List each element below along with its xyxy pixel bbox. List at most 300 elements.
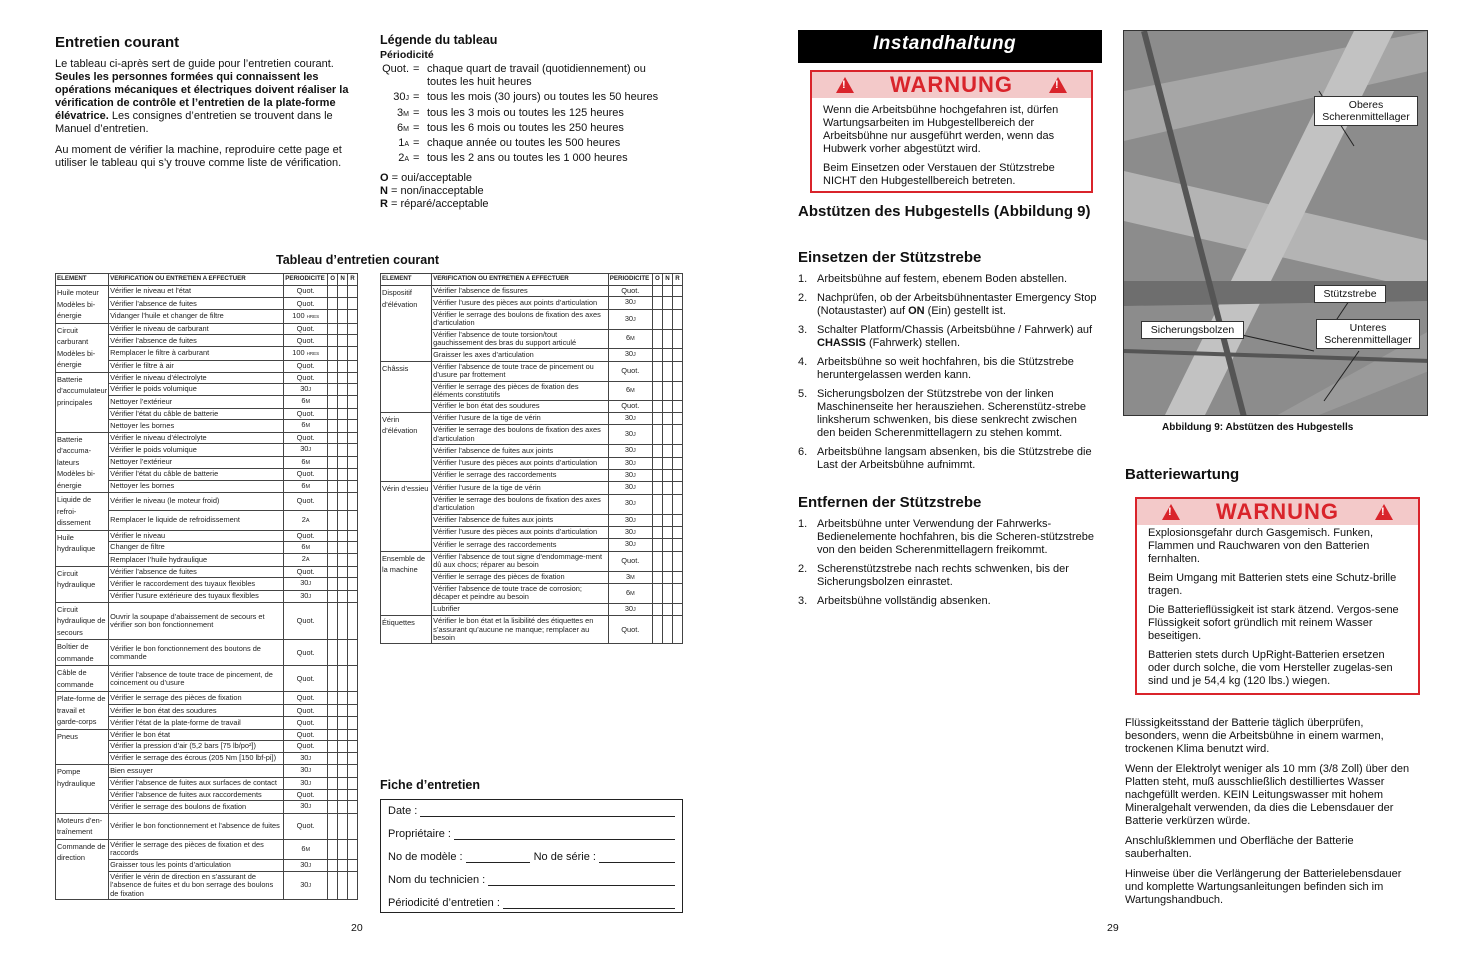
checkbox-cell[interactable]: [348, 872, 358, 900]
checkbox-cell[interactable]: [662, 425, 672, 445]
checkbox-cell[interactable]: [662, 469, 672, 481]
action-cell: Vérifier le poids volumique: [109, 444, 284, 457]
period-cell: 30J: [284, 859, 328, 871]
table-header: O: [652, 274, 662, 286]
action-cell: Vérifier l’usure de la tige de vérin: [432, 482, 609, 494]
checkbox-cell[interactable]: [328, 666, 338, 692]
checkbox-cell[interactable]: [328, 578, 338, 590]
period-cell: Quot.: [284, 360, 328, 372]
period-cell: 30J: [284, 578, 328, 590]
action-cell: Vérifier l’absence de toute trace de corrosion; décaper et peindre au besoin: [432, 583, 609, 603]
checkbox-cell[interactable]: [338, 554, 348, 566]
checkbox-cell[interactable]: [348, 530, 358, 541]
checkbox-cell[interactable]: [662, 482, 672, 494]
checkbox-cell[interactable]: [338, 286, 348, 298]
action-cell: Vérifier le niveau de carburant: [109, 323, 284, 335]
checkbox-cell[interactable]: [328, 408, 338, 419]
action-cell: Vérifier le serrage des boulons de fixation des axes d’articulation: [432, 425, 609, 445]
checkbox-cell[interactable]: [328, 859, 338, 871]
action-cell: Vérifier la pression d’air (5,2 bars [75 lb/po²]): [109, 741, 284, 752]
checkbox-cell[interactable]: [672, 381, 682, 401]
checkbox-cell[interactable]: [672, 583, 682, 603]
checkbox-cell[interactable]: [348, 813, 358, 839]
checkbox-cell[interactable]: [652, 583, 662, 603]
step-item: 5. Sicherungsbolzen der Stützstrebe von der linken Maschinenseite her herausziehen. Scherenstütz-strebe linksherum schwenken, bis diese senkrecht zwischen den beiden Scherenmittellagern zu stehen kommt.: [798, 388, 1087, 439]
checkbox-cell[interactable]: [652, 401, 662, 412]
checkbox-cell[interactable]: [348, 578, 358, 590]
checkbox-cell[interactable]: [652, 309, 662, 329]
checkbox-cell[interactable]: [652, 349, 662, 361]
checkbox-cell[interactable]: [348, 590, 358, 602]
action-cell: Vérifier le poids volumique: [109, 383, 284, 395]
checkbox-cell[interactable]: [672, 551, 682, 571]
checkbox-cell[interactable]: [338, 790, 348, 801]
checkbox-cell[interactable]: [348, 717, 358, 730]
checkbox-cell[interactable]: [652, 469, 662, 481]
checkbox-cell[interactable]: [338, 493, 348, 511]
checkbox-cell[interactable]: [348, 666, 358, 692]
checkbox-cell[interactable]: [328, 752, 338, 764]
checkbox-cell[interactable]: [338, 480, 348, 493]
period-cell: 30J: [608, 539, 652, 551]
element-cell: Huile moteur Modèles bi-énergie: [56, 286, 109, 324]
checkbox-cell[interactable]: [662, 583, 672, 603]
checkbox-cell[interactable]: [328, 456, 338, 469]
warning-box-battery: [1135, 497, 1420, 695]
checkbox-cell[interactable]: [328, 717, 338, 730]
checkbox-cell[interactable]: [328, 704, 338, 717]
checkbox-cell[interactable]: [328, 872, 338, 900]
checkbox-cell[interactable]: [328, 801, 338, 813]
checklist-instruction: Au moment de vérifier la machine, reproduire cette page et utiliser le tableau qui s’y trouve comme liste de vérification.: [55, 144, 342, 169]
checkbox-cell[interactable]: [338, 456, 348, 469]
checkbox-cell[interactable]: [338, 432, 348, 443]
table-header: ELEMENT: [381, 274, 432, 286]
element-cell: Circuit carburant Modèles bi-énergie: [56, 323, 109, 372]
checkbox-cell[interactable]: [338, 360, 348, 372]
checkbox-cell[interactable]: [662, 361, 672, 381]
checkbox-cell[interactable]: [652, 412, 662, 424]
checkbox-cell[interactable]: [338, 510, 348, 530]
checkbox-cell[interactable]: [348, 602, 358, 640]
action-cell: Vérifier le serrage des écrous (205 Nm [150 lbf-pi]): [109, 752, 284, 764]
checkbox-cell[interactable]: [328, 383, 338, 395]
owner-field[interactable]: [454, 830, 675, 840]
element-cell: Commande de direction: [56, 839, 109, 899]
model-label: No de modèle :: [388, 851, 463, 863]
maintenance-form: [380, 799, 683, 913]
checkbox-cell[interactable]: [652, 603, 662, 615]
checkbox-cell[interactable]: [672, 445, 682, 457]
action-cell: Vérifier l’absence de fuites aux joints: [432, 445, 609, 457]
checkbox-cell[interactable]: [662, 329, 672, 349]
checkbox-cell[interactable]: [662, 603, 672, 615]
period-cell: Quot.: [284, 286, 328, 298]
checkbox-cell[interactable]: [338, 444, 348, 457]
step-item: 3. Arbeitsbühne vollständig absenken.: [798, 595, 991, 607]
heading-abstuetzen: Abstützen des Hubgestells (Abbildung 9): [798, 203, 1091, 220]
checkbox-cell[interactable]: [672, 412, 682, 424]
checkbox-cell[interactable]: [338, 469, 348, 480]
checkbox-cell[interactable]: [672, 616, 682, 644]
checkbox-cell[interactable]: [338, 298, 348, 310]
label-safety-pin: Sicherungsbolzen: [1141, 321, 1244, 339]
action-cell: Vérifier le bon état des soudures: [109, 704, 284, 717]
technician-field[interactable]: [488, 876, 675, 886]
checkbox-cell[interactable]: [652, 526, 662, 538]
period-cell: Quot.: [284, 335, 328, 347]
checkbox-cell[interactable]: [652, 329, 662, 349]
checkbox-cell[interactable]: [348, 456, 358, 469]
checkbox-cell[interactable]: [662, 616, 672, 644]
checkbox-cell[interactable]: [348, 372, 358, 383]
element-cell: Étiquettes: [381, 616, 432, 644]
table-row: [56, 765, 358, 777]
checkbox-cell[interactable]: [328, 286, 338, 298]
checkbox-cell[interactable]: [672, 571, 682, 583]
period-cell: 30J: [608, 457, 652, 469]
checkbox-cell[interactable]: [338, 859, 348, 871]
checkbox-cell[interactable]: [348, 286, 358, 298]
period-cell: 30J: [608, 526, 652, 538]
date-field[interactable]: [420, 807, 675, 817]
checkbox-cell[interactable]: [348, 790, 358, 801]
checkbox-cell[interactable]: [652, 494, 662, 514]
technician-label: Nom du technicien :: [388, 874, 486, 886]
checkbox-cell[interactable]: [348, 729, 358, 740]
element-cell: Boîtier de commande: [56, 640, 109, 666]
checkbox-cell[interactable]: [348, 493, 358, 511]
checkbox-cell[interactable]: [338, 323, 348, 335]
scissor-lift-image: [1124, 31, 1428, 416]
period-cell: Quot.: [608, 616, 652, 644]
checkbox-cell[interactable]: [328, 510, 338, 530]
checkbox-cell[interactable]: [652, 361, 662, 381]
checkbox-cell[interactable]: [662, 571, 672, 583]
checkbox-cell[interactable]: [348, 692, 358, 705]
checkbox-cell[interactable]: [672, 286, 682, 297]
label-lower-bearing: Unteres Scherenmittellager: [1316, 319, 1420, 349]
checkbox-cell[interactable]: [338, 590, 348, 602]
checkbox-cell[interactable]: [328, 602, 338, 640]
model-field[interactable]: [466, 853, 530, 863]
checkbox-cell[interactable]: [672, 425, 682, 445]
checkbox-cell[interactable]: [338, 729, 348, 740]
action-cell: Remplacer le filtre à carburant: [109, 347, 284, 360]
checkbox-cell[interactable]: [338, 335, 348, 347]
checkbox-cell[interactable]: [652, 381, 662, 401]
checkbox-cell[interactable]: [338, 839, 348, 859]
period-cell: Quot.: [284, 530, 328, 541]
checkbox-cell[interactable]: [348, 347, 358, 360]
checkbox-cell[interactable]: [672, 329, 682, 349]
checkbox-cell[interactable]: [652, 286, 662, 297]
action-cell: Vérifier le niveau d’électrolyte: [109, 372, 284, 383]
checkbox-cell[interactable]: [348, 310, 358, 323]
checkbox-cell[interactable]: [652, 297, 662, 309]
checkbox-cell[interactable]: [662, 286, 672, 297]
checkbox-cell[interactable]: [328, 640, 338, 666]
checkbox-cell[interactable]: [672, 349, 682, 361]
checkbox-cell[interactable]: [338, 372, 348, 383]
checkbox-cell[interactable]: [652, 514, 662, 526]
action-cell: Vérifier l’absence de fissures: [432, 286, 609, 297]
checkbox-cell[interactable]: [348, 859, 358, 871]
legend-subtitle: Périodicité: [380, 49, 434, 61]
element-cell: Huile hydraulique: [56, 530, 109, 566]
checkbox-cell[interactable]: [652, 571, 662, 583]
checkbox-cell[interactable]: [652, 616, 662, 644]
checkbox-cell[interactable]: [348, 541, 358, 553]
checkbox-cell[interactable]: [328, 372, 338, 383]
element-cell: Châssis: [381, 361, 432, 412]
checkbox-cell[interactable]: [338, 541, 348, 553]
checkbox-cell[interactable]: [672, 297, 682, 309]
warning-triangle-icon: !: [1049, 77, 1067, 93]
checkbox-cell[interactable]: [348, 323, 358, 335]
warning-text: Batterien stets durch UpRight-Batterien ersetzen oder durch solche, die vom Hersteller zugelas-sen sind und je 54,4 kg (120 lbs.) wiegen.: [1148, 649, 1393, 687]
action-cell: Vérifier l’absence de toute trace de pincement, de coincement ou d’usure: [109, 666, 284, 692]
period-cell: 6M: [284, 541, 328, 553]
checkbox-cell[interactable]: [338, 420, 348, 432]
checkbox-cell[interactable]: [662, 539, 672, 551]
checkbox-cell[interactable]: [348, 360, 358, 372]
table-row: [381, 412, 683, 424]
checkbox-cell[interactable]: [338, 801, 348, 813]
checkbox-cell[interactable]: [328, 444, 338, 457]
checkbox-cell[interactable]: [348, 444, 358, 457]
action-cell: Vérifier le serrage des boulons de fixation des axes d’articulation: [432, 309, 609, 329]
action-cell: Changer de filtre: [109, 541, 284, 553]
period-cell: 30J: [608, 494, 652, 514]
period-cell: Quot.: [284, 790, 328, 801]
checkbox-cell[interactable]: [348, 480, 358, 493]
checkbox-cell[interactable]: [328, 310, 338, 323]
checkbox-cell[interactable]: [328, 839, 338, 859]
checkbox-cell[interactable]: [348, 408, 358, 419]
checkbox-cell[interactable]: [328, 530, 338, 541]
checkbox-cell[interactable]: [662, 297, 672, 309]
checkbox-cell[interactable]: [338, 347, 348, 360]
period-cell: Quot.: [284, 298, 328, 310]
period-cell: 30J: [608, 482, 652, 494]
checkbox-cell[interactable]: [338, 383, 348, 395]
checkbox-cell[interactable]: [328, 480, 338, 493]
legend-item: 1A = chaque année ou toutes les 500 heures: [398, 137, 621, 149]
checkbox-cell[interactable]: [672, 526, 682, 538]
checkbox-cell[interactable]: [672, 361, 682, 381]
checkbox-cell[interactable]: [328, 692, 338, 705]
warning-header: ! WARNUNG !: [812, 72, 1091, 98]
checkbox-cell[interactable]: [328, 335, 338, 347]
checkbox-cell[interactable]: [672, 309, 682, 329]
checkbox-cell[interactable]: [328, 420, 338, 432]
checkbox-cell[interactable]: [348, 510, 358, 530]
checkbox-cell[interactable]: [338, 813, 348, 839]
checkbox-cell[interactable]: [652, 539, 662, 551]
checkbox-cell[interactable]: [662, 412, 672, 424]
checkbox-cell[interactable]: [662, 514, 672, 526]
period-cell: 6M: [608, 329, 652, 349]
checkbox-cell[interactable]: [328, 469, 338, 480]
checkbox-cell[interactable]: [348, 704, 358, 717]
table-row: [56, 692, 358, 705]
checkbox-cell[interactable]: [348, 420, 358, 432]
period-field[interactable]: [503, 899, 675, 909]
checkbox-cell[interactable]: [338, 396, 348, 408]
checkbox-cell[interactable]: [328, 360, 338, 372]
legend-item: 2A = tous les 2 ans ou toutes les 1 000 heures: [398, 152, 628, 164]
table-header: PERIODICITE: [608, 274, 652, 286]
action-cell: Vérifier l’absence de fuites aux raccordements: [109, 790, 284, 801]
period-cell: 6M: [284, 396, 328, 408]
period-cell: 6M: [284, 456, 328, 469]
checkbox-cell[interactable]: [662, 381, 672, 401]
checkbox-cell[interactable]: [348, 383, 358, 395]
checkbox-cell[interactable]: [328, 777, 338, 789]
checkbox-cell[interactable]: [652, 482, 662, 494]
checkbox-cell[interactable]: [662, 494, 672, 514]
checkbox-cell[interactable]: [672, 401, 682, 412]
checkbox-cell[interactable]: [662, 349, 672, 361]
action-cell: Bien essuyer: [109, 765, 284, 777]
checkbox-cell[interactable]: [348, 777, 358, 789]
checkbox-cell[interactable]: [328, 590, 338, 602]
checkbox-cell[interactable]: [348, 469, 358, 480]
legend-item: Quot. = chaque quart de travail (quotidiennement) ou toutes les huit heures: [382, 63, 646, 88]
action-cell: Vérifier le niveau: [109, 530, 284, 541]
checkbox-cell[interactable]: [328, 541, 338, 553]
checkbox-cell[interactable]: [348, 298, 358, 310]
checkbox-cell[interactable]: [348, 432, 358, 443]
checkbox-cell[interactable]: [672, 514, 682, 526]
checkbox-cell[interactable]: [348, 752, 358, 764]
checkbox-cell[interactable]: [338, 602, 348, 640]
element-cell: Batterie d’accuma-lateurs Modèles bi-énergie: [56, 432, 109, 493]
checkbox-cell[interactable]: [672, 457, 682, 469]
checkbox-cell[interactable]: [672, 539, 682, 551]
period-cell: 6M: [608, 583, 652, 603]
checkbox-cell[interactable]: [328, 432, 338, 443]
checkbox-cell[interactable]: [662, 309, 672, 329]
checkbox-cell[interactable]: [348, 335, 358, 347]
checkbox-cell[interactable]: [328, 790, 338, 801]
legend-item: 30J = tous les mois (30 jours) ou toutes les 50 heures: [393, 91, 659, 103]
status-legend-item: O = oui/acceptable: [380, 172, 473, 184]
checkbox-cell[interactable]: [348, 640, 358, 666]
checkbox-cell[interactable]: [328, 813, 338, 839]
checkbox-cell[interactable]: [348, 554, 358, 566]
table-header: VERIFICATION OU ENTRETIEN A EFFECTUER: [432, 274, 609, 286]
table-row: [381, 286, 683, 297]
checkbox-cell[interactable]: [338, 666, 348, 692]
checkbox-cell[interactable]: [348, 741, 358, 752]
checkbox-cell[interactable]: [672, 494, 682, 514]
action-cell: Vérifier l’absence de toute torsion/tout gauchissement des bras du support articulé: [432, 329, 609, 349]
checkbox-cell[interactable]: [338, 777, 348, 789]
checkbox-cell[interactable]: [348, 765, 358, 777]
step-item: 6. Arbeitsbühne langsam absenken, bis die Stützstrebe die Last der Arbeitsbühne aufnimmt.: [798, 446, 1092, 471]
warning-box-support: [810, 70, 1093, 193]
action-cell: Vérifier le serrage des pièces de fixation: [109, 692, 284, 705]
checkbox-cell[interactable]: [652, 457, 662, 469]
checkbox-cell[interactable]: [328, 323, 338, 335]
action-cell: Vérifier le bon état et la lisibilité des étiquettes en s’assurant qu’aucune ne manque; remplacer au besoin: [432, 616, 609, 644]
checkbox-cell[interactable]: [348, 396, 358, 408]
checkbox-cell[interactable]: [652, 425, 662, 445]
checkbox-cell[interactable]: [338, 872, 348, 900]
period-cell: Quot.: [284, 717, 328, 730]
checkbox-cell[interactable]: [338, 692, 348, 705]
checkbox-cell[interactable]: [662, 445, 672, 457]
checkbox-cell[interactable]: [338, 530, 348, 541]
checkbox-cell[interactable]: [348, 566, 358, 577]
checkbox-cell[interactable]: [662, 457, 672, 469]
checkbox-cell[interactable]: [672, 603, 682, 615]
period-cell: Quot.: [608, 286, 652, 297]
checkbox-cell[interactable]: [328, 554, 338, 566]
checkbox-cell[interactable]: [672, 469, 682, 481]
element-cell: Dispositif d’élévation: [381, 286, 432, 362]
checkbox-cell[interactable]: [328, 765, 338, 777]
page-number-left: 20: [351, 922, 363, 934]
checkbox-cell[interactable]: [338, 717, 348, 730]
legend-item: 3M = tous les 3 mois ou toutes les 125 heures: [397, 107, 624, 119]
checkbox-cell[interactable]: [338, 640, 348, 666]
element-cell: Pneus: [56, 729, 109, 764]
element-cell: Circuit hydraulique de secours: [56, 602, 109, 640]
warning-text: Die Batterieflüssigkeit ist stark ätzend. Vergos-sene Flüssigkeit sofort gründlich mit reinem Wasser beseitigen.: [1148, 604, 1399, 642]
action-cell: Vérifier le serrage des pièces de fixation et des raccords: [109, 839, 284, 859]
checkbox-cell[interactable]: [328, 493, 338, 511]
checkbox-cell[interactable]: [662, 551, 672, 571]
action-cell: Vidanger l’huile et changer de filtre: [109, 310, 284, 323]
checkbox-cell[interactable]: [328, 298, 338, 310]
action-cell: Vérifier le bon fonctionnement et l’absence de fuites: [109, 813, 284, 839]
action-cell: Nettoyer l’extérieur: [109, 396, 284, 408]
checkbox-cell[interactable]: [338, 765, 348, 777]
checkbox-cell[interactable]: [338, 704, 348, 717]
checkbox-cell[interactable]: [672, 482, 682, 494]
checkbox-cell[interactable]: [348, 801, 358, 813]
table-header: R: [348, 274, 358, 286]
period-cell: 30J: [284, 765, 328, 777]
checkbox-cell[interactable]: [328, 566, 338, 577]
period-cell: 30J: [284, 752, 328, 764]
checkbox-cell[interactable]: [328, 741, 338, 752]
checkbox-cell[interactable]: [338, 566, 348, 577]
action-cell: Vérifier le bon état: [109, 729, 284, 740]
checkbox-cell[interactable]: [662, 401, 672, 412]
table-header: PERIODICITE: [284, 274, 328, 286]
checkbox-cell[interactable]: [328, 347, 338, 360]
table-row: [56, 729, 358, 740]
serial-field[interactable]: [599, 853, 675, 863]
checkbox-cell[interactable]: [328, 396, 338, 408]
checkbox-cell[interactable]: [652, 445, 662, 457]
checkbox-cell[interactable]: [328, 729, 338, 740]
checkbox-cell[interactable]: [652, 551, 662, 571]
checkbox-cell[interactable]: [338, 578, 348, 590]
table-title: Tableau d’entretien courant: [276, 253, 439, 267]
element-cell: Plate-forme de travail et garde-corps: [56, 692, 109, 730]
checkbox-cell[interactable]: [338, 752, 348, 764]
checkbox-cell[interactable]: [348, 839, 358, 859]
checkbox-cell[interactable]: [338, 741, 348, 752]
checkbox-cell[interactable]: [662, 526, 672, 538]
checkbox-cell[interactable]: [338, 310, 348, 323]
checkbox-cell[interactable]: [338, 408, 348, 419]
